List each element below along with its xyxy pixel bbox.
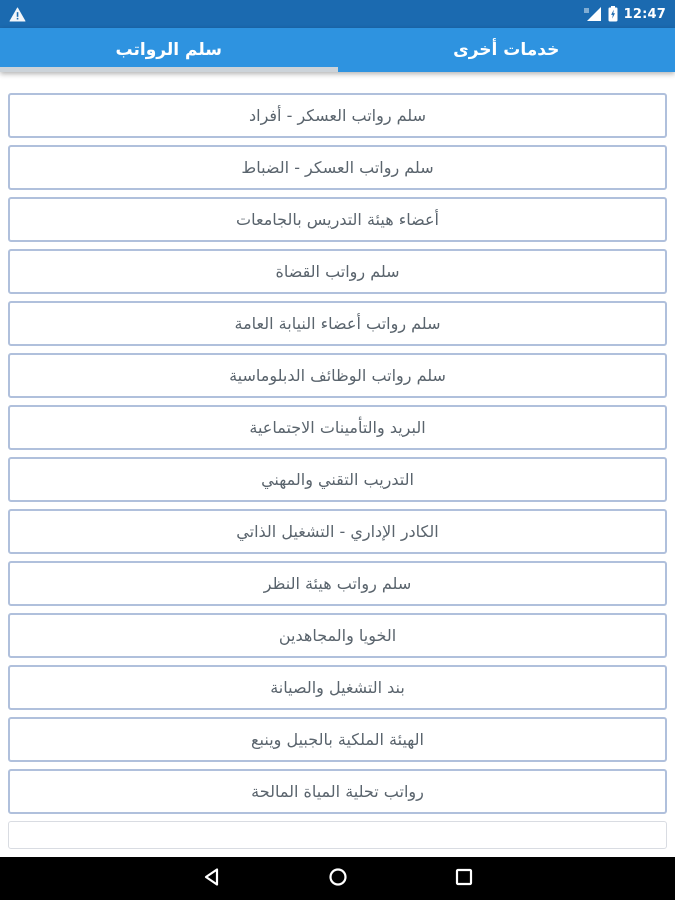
list-item-military-officers[interactable]: سلم رواتب العسكر - الضباط [8,145,667,190]
status-bar-right [584,6,666,22]
list-item-admin-cadre-self-operation[interactable]: الكادر الإداري - التشغيل الذاتي [8,509,667,554]
android-navigation-bar [0,857,675,900]
status-bar [0,0,675,28]
home-button[interactable] [321,862,355,896]
tab-salary-scales[interactable] [0,28,338,72]
clock-time: 12:47 [623,6,666,22]
list-item-judges[interactable]: سلم رواتب القضاة [8,249,667,294]
back-icon [202,867,221,891]
list-item-royal-commission-jubail-yanbu[interactable]: الهيئة الملكية بالجبيل وينبع [8,717,667,762]
salary-scale-list [0,72,675,857]
recents-icon [454,867,474,891]
list-item-partial[interactable] [8,821,667,849]
cellular-signal-icon [584,7,602,21]
status-bar-left [9,7,26,22]
recents-button[interactable] [447,862,481,896]
list-item-technical-vocational-training[interactable]: التدريب التقني والمهني [8,457,667,502]
list-item-post-social-insurance[interactable]: البريد والتأمينات الاجتماعية [8,405,667,450]
list-item-diplomatic-jobs[interactable]: سلم رواتب الوظائف الدبلوماسية [8,353,667,398]
list-item-saline-water-desalination[interactable]: رواتب تحلية المياة المالحة [8,769,667,814]
tab-bar [0,28,675,72]
list-item-board-of-grievances[interactable]: سلم رواتب هيئة النظر [8,561,667,606]
battery-charging-icon [608,6,618,22]
back-button[interactable] [195,862,229,896]
warning-triangle-icon [9,7,26,22]
tab-other-services-label: خدمات أخرى [453,40,560,60]
tab-salary-scales-label: سلم الرواتب [115,40,222,60]
list-item-military-individuals[interactable]: سلم رواتب العسكر - أفراد [8,93,667,138]
list-item-operation-maintenance[interactable]: بند التشغيل والصيانة [8,665,667,710]
tab-other-services[interactable] [338,28,675,72]
list-item-khawiya-mujahideen[interactable]: الخويا والمجاهدين [8,613,667,658]
list-item-university-faculty[interactable]: أعضاء هيئة التدريس بالجامعات [8,197,667,242]
home-icon [328,867,348,891]
selected-tab-indicator [0,67,338,72]
list-item-public-prosecution[interactable]: سلم رواتب أعضاء النيابة العامة [8,301,667,346]
